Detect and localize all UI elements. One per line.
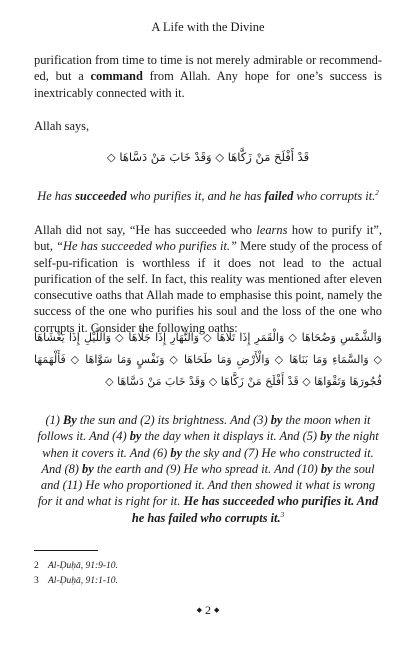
- paragraph-3-italic-learns: learns: [256, 223, 288, 237]
- footnote-3: [34, 576, 118, 586]
- translation-2-text: the moon when it follows it. And (4): [37, 413, 371, 444]
- translation-2-bold: by: [320, 429, 332, 444]
- diamond-ornament-icon: ◆: [196, 606, 202, 614]
- footnote-text: Al-Ḍuḥā, 91:1-10.: [48, 576, 118, 586]
- translation-2-bold: by: [129, 429, 142, 444]
- footnote-rule: [34, 550, 98, 551]
- paragraph-3: [34, 222, 382, 336]
- running-title: A Life with the Divine: [151, 20, 265, 34]
- paragraph-2: Allah says,: [34, 119, 90, 133]
- translation-2-bold: by: [82, 461, 94, 476]
- translation-2-text: the sky and (7) He who constructed it. And (8): [41, 445, 374, 476]
- translation-1-e: who corrupts it.: [293, 189, 376, 203]
- paragraph-3-a: Allah did not say, “He has succeeded who: [34, 223, 257, 237]
- arabic-verse-1: قَدْ أَفْلَحَ مَنْ زَكَّاهَا ◇ وَقَدْ خَابَ مَنْ دَسَّاهَا ◇: [106, 150, 310, 164]
- translation-2-bold: by: [170, 445, 183, 460]
- translation-2-bold: By: [63, 413, 77, 427]
- translation-2-text: (1): [45, 413, 64, 427]
- page-number-text: 2: [205, 603, 211, 617]
- page-number: [0, 603, 416, 618]
- footnote-ref-2: 2: [375, 188, 379, 197]
- translation-1-bold-succeeded: succeeded: [75, 189, 127, 203]
- paragraph-1-bold-command: command: [90, 69, 143, 84]
- translation-1: [34, 188, 382, 204]
- paragraph-1: [34, 52, 382, 101]
- translation-2-text: the soul and (11) He who proportioned it. And then showed it what is wrong for it and what is right for it.: [37, 461, 376, 509]
- footnote-number: 2: [34, 561, 39, 571]
- translation-1-bold-failed: failed: [264, 189, 294, 203]
- paragraph-1-text-a: purification from time to time is not merely admirable or recommend-ed, but a: [34, 53, 382, 84]
- translation-2-text: the earth and (9) He who spread it. And (10): [93, 461, 321, 476]
- translation-2-bold: He has succeeded who purifies it. And he has failed who corrupts it.: [131, 494, 379, 525]
- translation-1-a: He has: [37, 189, 76, 203]
- translation-2: [34, 412, 382, 526]
- translation-2-text: the sun and (2) its brightness. And (3): [76, 413, 271, 427]
- arabic-verses-2: وَالشَّمْسِ وَضُحَاهَا ◇ وَالْقَمَرِ إِذَا تَلَاهَا ◇ وَالنَّهَارِ إِذَا جَلَّاهَا ◇ وَاللَّيْلِ إِذَا يَغْشَاهَا ◇ وَالسَّمَاءِ وَمَا بَنَاهَا ◇ وَالْأَرْضِ وَمَا طَحَاهَا ◇ وَنَفْسٍ وَمَا سَوَّاهَا ◇ فَأَلْهَمَهَا فُجُورَهَا وَتَقْوَاهَا ◇ قَدْ أَفْلَحَ مَنْ زَكَّاهَا ◇ وَقَدْ خَابَ مَنْ دَسَّاهَا ◇: [34, 331, 382, 388]
- footnote-text: Al-Ḍuḥā, 91:9-10.: [48, 561, 118, 571]
- paragraph-1-text-c: from Allah. Any hope for one’s success is inextricably connected with it.: [34, 69, 382, 100]
- paragraph-3-e: Mere study of the process of self-pu-rification is worthless if it does not lead to the actual purification of the self. In fact, this reality was mentioned after eleven consecutive oaths that Allah made to emphasise this point, namely the success of the one who purifies his soul and the loss of the one who corrupts it. Consider the following oaths:: [34, 239, 382, 335]
- footnote-ref-3: 3: [280, 510, 285, 519]
- translation-2-bold: by: [270, 413, 283, 427]
- translation-2-text: the night when it covers it. And (6): [42, 429, 379, 460]
- footnote-2: [34, 561, 118, 571]
- paragraph-3-italic-quote: “He has succeeded who purifies it.”: [56, 239, 237, 254]
- footnote-number: 3: [34, 576, 39, 586]
- paragraph-3-c: how to purify it”, but,: [34, 223, 382, 254]
- diamond-ornament-icon: ◆: [214, 606, 220, 614]
- translation-2-bold: by: [320, 461, 333, 476]
- translation-2-text: the day when it displays it. And (5): [141, 429, 321, 444]
- translation-1-c: who purifies it, and he has: [126, 189, 265, 203]
